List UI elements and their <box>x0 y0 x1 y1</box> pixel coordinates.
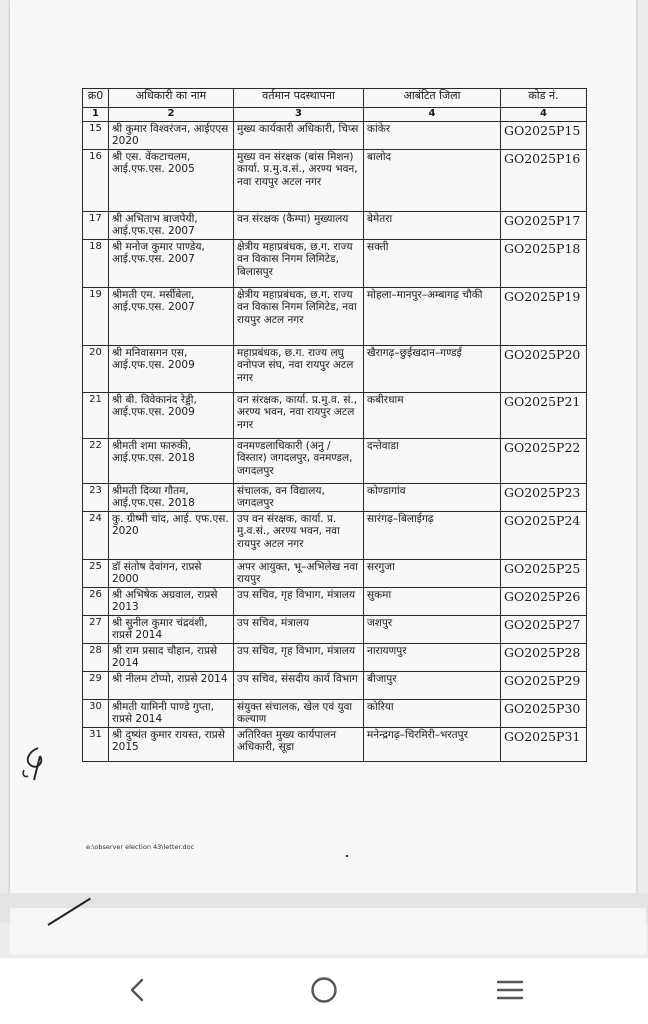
officer-name-cell: श्री एस. वेंकटाचलम, आई.एफ.एस. 2005 <box>109 149 234 211</box>
table-row <box>83 239 587 287</box>
current-posting-cell: वन संरक्षक (कैम्पा) मुख्यालय <box>234 211 364 239</box>
table-row <box>83 615 587 643</box>
table-row <box>83 727 587 761</box>
serial-number-cell: 22 <box>83 438 109 483</box>
table-row <box>83 121 587 149</box>
table-row <box>83 287 587 345</box>
current-posting-cell: उप सचिव, गृह विभाग, मंत्रालय <box>234 643 364 671</box>
officer-name-cell: श्री राम प्रसाद चौहान, राप्रसे 2014 <box>109 643 234 671</box>
back-button[interactable] <box>118 972 158 1008</box>
serial-number-cell: 30 <box>83 699 109 727</box>
serial-number-cell: 26 <box>83 587 109 615</box>
serial-number-cell: 18 <box>83 239 109 287</box>
officer-name-cell: श्रीमती शमा फारुकी, आई.एफ.एस. 2018 <box>109 438 234 483</box>
column-header: क्र0 <box>83 89 109 108</box>
district-cell: सरगुजा <box>364 559 501 587</box>
current-posting-cell: वन संरक्षक, कार्या. प्र.मु.व. सं., अरण्य भवन, नवा रायपुर अटल नगर <box>234 392 364 438</box>
officer-name-cell: श्रीमती एम. मर्सीबेला, आई.एफ.एस. 2007 <box>109 287 234 345</box>
column-header: अधिकारी का नाम <box>109 89 234 108</box>
district-cell: बेमेतरा <box>364 211 501 239</box>
serial-number-cell: 17 <box>83 211 109 239</box>
chevron-left-icon <box>127 977 149 1003</box>
serial-number-cell: 28 <box>83 643 109 671</box>
home-button[interactable] <box>304 972 344 1008</box>
current-posting-cell: संयुक्त संचालक, खेल एवं युवा कल्याण <box>234 699 364 727</box>
code-number-cell: GO2025P18 <box>501 239 587 287</box>
officer-name-cell: श्री नीलम टोप्पो, राप्रसे 2014 <box>109 671 234 699</box>
file-path-footer: e:\observer election 43\letter.doc <box>86 843 195 851</box>
table-row <box>83 559 587 587</box>
serial-number-cell: 15 <box>83 121 109 149</box>
code-number-cell: GO2025P30 <box>501 699 587 727</box>
column-number-row <box>83 108 587 122</box>
current-posting-cell: उप सचिव, संसदीय कार्य विभाग <box>234 671 364 699</box>
next-page-top <box>10 908 646 954</box>
serial-number-cell: 21 <box>83 392 109 438</box>
hamburger-menu-icon <box>495 978 525 1002</box>
column-header: वर्तमान पदस्थापना <box>234 89 364 108</box>
district-cell: बालोद <box>364 149 501 211</box>
table-header-row <box>83 89 587 108</box>
district-cell: मोहला–मानपुर–अम्बागढ़ चौकी <box>364 287 501 345</box>
serial-number-cell: 20 <box>83 345 109 392</box>
column-number: 2 <box>109 108 234 122</box>
handwritten-page-number <box>18 744 62 784</box>
code-number-cell: GO2025P23 <box>501 483 587 511</box>
table-row <box>83 511 587 559</box>
serial-number-cell: 24 <box>83 511 109 559</box>
current-posting-cell: वनमण्डलाधिकारी (अनु /विस्तार) जगदलपुर, वनमण्डल, जगदलपुर <box>234 438 364 483</box>
officer-name-cell: श्रीमती दिव्या गौतम, आई.एफ.एस. 2018 <box>109 483 234 511</box>
recent-apps-button[interactable] <box>490 972 530 1008</box>
district-cell: जशपुर <box>364 615 501 643</box>
district-cell: दन्तेवाडा <box>364 438 501 483</box>
current-posting-cell: मुख्य कार्यकारी अधिकारी, चिप्स <box>234 121 364 149</box>
officer-name-cell: श्री मनिवासगन एस, आई.एफ.एस. 2009 <box>109 345 234 392</box>
ink-dot <box>346 855 348 857</box>
table-row <box>83 643 587 671</box>
officer-name-cell: कु. ग्रीष्मी चांद, आई. एफ.एस. 2020 <box>109 511 234 559</box>
table-row <box>83 149 587 211</box>
officer-name-cell: श्री मनोज कुमार पाण्डेय, आई.एफ.एस. 2007 <box>109 239 234 287</box>
table-row <box>83 483 587 511</box>
table-row <box>83 392 587 438</box>
officer-name-cell: श्री बी. विवेकानंद रेड्डी, आई.एफ.एस. 2009 <box>109 392 234 438</box>
code-number-cell: GO2025P27 <box>501 615 587 643</box>
officer-name-cell: श्री सुनील कुमार चंद्रवंशी, राप्रसे 2014 <box>109 615 234 643</box>
code-number-cell: GO2025P26 <box>501 587 587 615</box>
district-cell: मनेन्द्रगढ़–चिरमिरी–भरतपुर <box>364 727 501 761</box>
district-cell: सारंगढ़–बिलाईगढ़ <box>364 511 501 559</box>
serial-number-cell: 19 <box>83 287 109 345</box>
officer-name-cell: श्रीमती यामिनी पाण्डे गुप्ता, राप्रसे 2014 <box>109 699 234 727</box>
current-posting-cell: मुख्य वन संरक्षक (बांस मिशन) कार्या. प्र.मु.व.सं., अरण्य भवन, नवा रायपुर अटल नगर <box>234 149 364 211</box>
district-cell: कोण्डागांव <box>364 483 501 511</box>
code-number-cell: GO2025P15 <box>501 121 587 149</box>
code-number-cell: GO2025P21 <box>501 392 587 438</box>
officer-name-cell: श्री दुष्यंत कुमार रायस्त, राप्रसे 2015 <box>109 727 234 761</box>
serial-number-cell: 25 <box>83 559 109 587</box>
serial-number-cell: 31 <box>83 727 109 761</box>
current-posting-cell: क्षेत्रीय महाप्रबंधक, छ.ग. राज्य वन विकास निगम लिमिटेड, नवा रायपुर अटल नगर <box>234 287 364 345</box>
district-cell: कांकेर <box>364 121 501 149</box>
table-row <box>83 345 587 392</box>
current-posting-cell: क्षेत्रीय महाप्रबंधक, छ.ग. राज्य वन विकास निगम लिमिटेड, बिलासपुर <box>234 239 364 287</box>
column-number: 4 <box>364 108 501 122</box>
serial-number-cell: 23 <box>83 483 109 511</box>
current-posting-cell: उप वन संरक्षक, कार्या. प्र. मु.व.सं., अरण्य भवन, नवा रायपुर अटल नगर <box>234 511 364 559</box>
officers-table <box>82 88 587 762</box>
current-posting-cell: अतिरिक्त मुख्य कार्यपालन अधिकारी, सूडा <box>234 727 364 761</box>
code-number-cell: GO2025P16 <box>501 149 587 211</box>
officer-name-cell: श्री कुमार विश्वरंजन, आईएएस 2020 <box>109 121 234 149</box>
officer-name-cell: श्री अभिताभ बाजपेयी, आई.एफ.एस. 2007 <box>109 211 234 239</box>
column-number: 3 <box>234 108 364 122</box>
district-cell: कबीरधाम <box>364 392 501 438</box>
table-row <box>83 699 587 727</box>
officer-name-cell: डॉ संतोष देवांगन, राप्रसे 2000 <box>109 559 234 587</box>
district-cell: खैरागढ़–छुईखदान–गण्डई <box>364 345 501 392</box>
code-number-cell: GO2025P19 <box>501 287 587 345</box>
serial-number-cell: 16 <box>83 149 109 211</box>
district-cell: कोरिया <box>364 699 501 727</box>
column-header: आबंटित जिला <box>364 89 501 108</box>
code-number-cell: GO2025P22 <box>501 438 587 483</box>
table-row <box>83 587 587 615</box>
code-number-cell: GO2025P24 <box>501 511 587 559</box>
table-row <box>83 438 587 483</box>
column-number: 1 <box>83 108 109 122</box>
table-row <box>83 671 587 699</box>
code-number-cell: GO2025P25 <box>501 559 587 587</box>
code-number-cell: GO2025P28 <box>501 643 587 671</box>
android-nav-bar <box>0 958 648 1024</box>
district-cell: सुकमा <box>364 587 501 615</box>
table-row <box>83 211 587 239</box>
current-posting-cell: संचालक, वन विद्यालय, जगदलपुर <box>234 483 364 511</box>
current-posting-cell: अपर आयुक्त, भू–अभिलेख नवा रायपुर <box>234 559 364 587</box>
district-cell: नारायणपुर <box>364 643 501 671</box>
circle-home-icon <box>309 975 339 1005</box>
serial-number-cell: 29 <box>83 671 109 699</box>
officer-name-cell: श्री अभिषेक अग्रवाल, राप्रसे 2013 <box>109 587 234 615</box>
code-number-cell: GO2025P29 <box>501 671 587 699</box>
code-number-cell: GO2025P20 <box>501 345 587 392</box>
column-number: 4 <box>501 108 587 122</box>
district-cell: सक्ती <box>364 239 501 287</box>
district-cell: बीजापुर <box>364 671 501 699</box>
current-posting-cell: उप सचिव, मंत्रालय <box>234 615 364 643</box>
code-number-cell: GO2025P17 <box>501 211 587 239</box>
code-number-cell: GO2025P31 <box>501 727 587 761</box>
serial-number-cell: 27 <box>83 615 109 643</box>
current-posting-cell: उप सचिव, गृह विभाग, मंत्रालय <box>234 587 364 615</box>
column-header: कोड नं. <box>501 89 587 108</box>
current-posting-cell: महाप्रबंधक, छ.ग. राज्य लघु वनोपज संघ, नवा रायपुर अटल नगर <box>234 345 364 392</box>
